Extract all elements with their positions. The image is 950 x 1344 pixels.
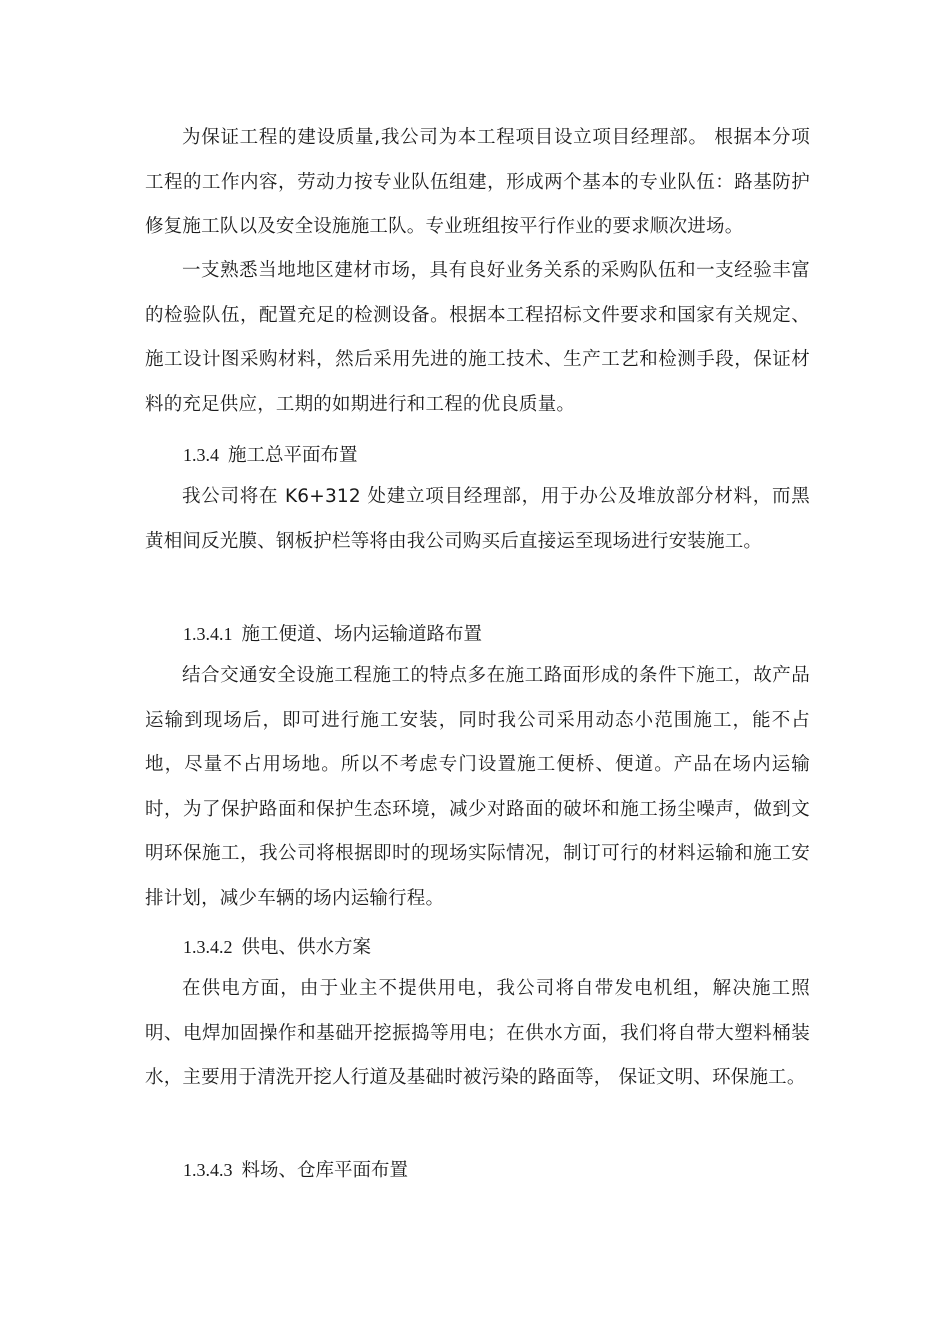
heading-title: 供电、供水方案	[241, 937, 372, 958]
heading-access-roads	[183, 622, 482, 647]
heading-number: 1.3.4.1	[183, 624, 233, 644]
heading-general-layout	[183, 443, 358, 468]
paragraph-procurement-team: 一支熟悉当地地区建材市场，具有良好业务关系的采购队伍和一支经验丰富的检验队伍，配置充足的检测设备。根据本工程招标文件要求和国家有关规定、施工设计图采购材料，然后采用先进的施工技术、生产工艺和检测手段，保证材料的充足供应，工期的如期进行和工程的优良质量。	[145, 260, 810, 415]
heading-material-yard	[183, 1158, 408, 1183]
paragraph-transport: 结合交通安全设施工程施工的特点多在施工路面形成的条件下施工，故产品运输到现场后，即可进行施工安装，同时我公司采用动态小范围施工，能不占地，尽量不占用场地。所以不考虑专门设置施工便桥、便道。产品在场内运输时，为了保护路面和保护生态环境，减少对路面的破坏和施工扬尘噪声，做到文明环保施工，我公司将根据即时的现场实际情况，制订可行的材料运输和施工安排计划，减少车辆的场内运输行程。	[145, 665, 810, 909]
heading-power-water	[183, 935, 371, 960]
heading-title: 料场、仓库平面布置	[241, 1160, 409, 1181]
heading-title: 施工总平面布置	[228, 445, 358, 466]
heading-number: 1.3.4.2	[183, 937, 233, 957]
heading-number: 1.3.4.3	[183, 1160, 233, 1180]
heading-title: 施工便道、场内运输道路布置	[241, 624, 483, 645]
paragraph-project-management: 为保证工程的建设质量,我公司为本工程项目设立项目经理部。 根据本分项工程的工作内容，劳动力按专业队伍组建，形成两个基本的专业队伍：路基防护修复施工队以及安全设施施工队。专业班组按平行作业的要求顺次进场。	[145, 127, 810, 237]
paragraph-power-water: 在供电方面，由于业主不提供用电，我公司将自带发电机组，解决施工照明、电焊加固操作和基础开挖振捣等用电；在供水方面，我们将自带大塑料桶装水，主要用于清洗开挖人行道及基础时被污染的路面等， 保证文明、环保施工。	[145, 978, 810, 1088]
paragraph-site-office: 我公司将在 K6+312 处建立项目经理部，用于办公及堆放部分材料，而黑黄相间反光膜、钢板护栏等将由我公司购买后直接运至现场进行安装施工。	[145, 486, 810, 552]
heading-number: 1.3.4	[183, 445, 219, 465]
